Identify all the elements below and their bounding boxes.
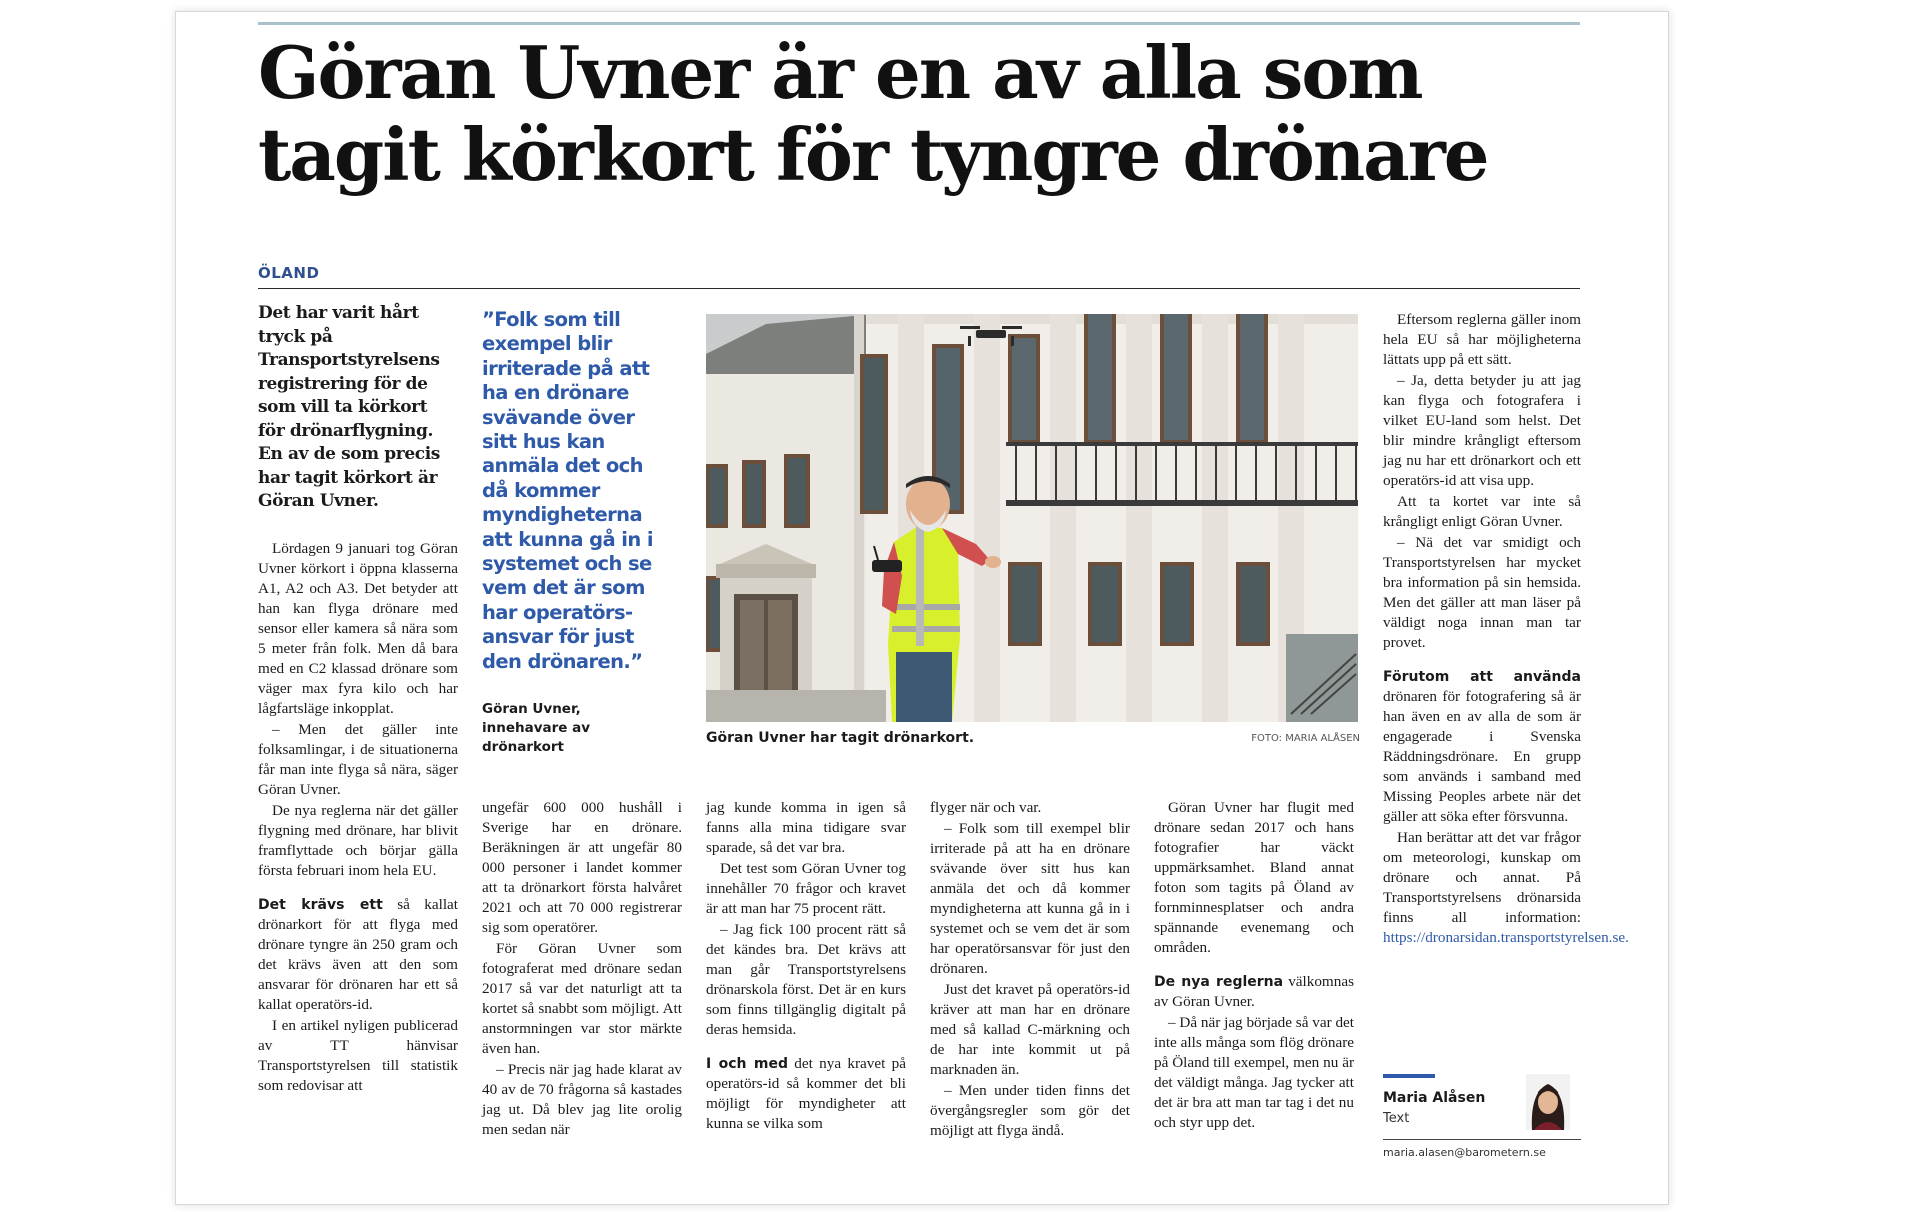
photo-illustration — [706, 314, 1358, 722]
col6-paragraph: – Nä det var smidigt och Transportstyrelsen har mycket bra information på sin hemsida. Men det gäller att man läser på väldigt noga innan man tar provet. — [1383, 534, 1581, 651]
body-column-6 — [1383, 310, 1629, 949]
byline-rule — [1383, 1139, 1581, 1140]
col5-lead: De nya reglerna — [1154, 974, 1284, 990]
section-label: ÖLAND — [258, 264, 320, 282]
col1-paragraph: I en artikel nyligen publicerad av TT hänvisar Transportstyrelsen till statistik som redovisar att — [258, 1017, 458, 1094]
byline-name: Maria Alåsen — [1383, 1090, 1486, 1106]
col1-paragraph-lead — [258, 895, 458, 1015]
col4-paragraph: flyger när och var. — [930, 799, 1042, 816]
col3-paragraph: jag kunde komma in igen så fanns alla mina tidigare svar sparade, så det var bra. — [706, 799, 906, 856]
ingress: Det har varit hårt tryck på Transportstyrelsens registrering för de som vill ta körkort för drönarflygning. En av de som precis har tagit körkort är Göran Uvner. — [258, 303, 440, 511]
col1-lead-rest: så kallat drönarkort för att flyga med drönare tyngre än 250 gram och det krävs även att den som ansvarar för drönaren har ett så kallat operatörs-id. — [258, 896, 459, 1013]
col5-paragraph-lead — [1154, 972, 1354, 1012]
col3-paragraph-lead — [706, 1054, 906, 1134]
author-portrait — [1526, 1074, 1570, 1130]
pull-quote-attribution — [482, 700, 664, 757]
col6-paragraph: Att ta kortet var inte så krångligt enligt Göran Uvner. — [1383, 493, 1581, 530]
transportstyrelsen-link[interactable]: https://dronarsidan.transportstyrelsen.se. — [1383, 929, 1629, 946]
body-column-2 — [482, 798, 682, 1141]
col2-paragraph: – Precis när jag hade klarat av 40 av de 70 frågorna så kastades jag ut. Då blev jag lite orolig men sedan när — [482, 1061, 682, 1138]
col1-paragraph: Lördagen 9 januari tog Göran Uvner körkort i öppna klasserna A1, A2 och A3. Det betyder att han kan flyga drönare med sensor eller kamera så nära som 5 meter från folk. Men då bara med en C2 klassad drönare som väger max fyra kilo och har lågfartsläge inkopplat. — [258, 540, 458, 717]
col3-paragraph: – Jag fick 100 procent rätt så det kändes bra. Det krävs att man går Transportstyrelsens drönarskola först. Det är en kurs som finns tillgänglig digitalt på deras hemsida. — [706, 921, 906, 1038]
col1-paragraph: De nya reglerna när det gäller flygning med drönare, har blivit framflyttade och börjar gälla första februari inom hela EU. — [258, 802, 458, 879]
photo-caption: Göran Uvner har tagit drönarkort. — [706, 730, 975, 746]
section-rule — [258, 288, 1580, 289]
top-rule — [258, 22, 1580, 25]
col1-paragraph: – Men det gäller inte folksamlingar, i de situationerna får man inte flyga så nära, säger Göran Uvner. — [258, 721, 458, 798]
col6-lead-rest: drönaren för fotografering så är han även en av alla de som är engagerade i Svenska Räddningsdrönare. En grupp som används i samband med Missing Peoples arbete när det gäller att söka efter försvunna. — [1383, 688, 1581, 825]
col6-text: Han berättar att det var frågor om meteorologi, kunskap om drönare och annat. På Transportstyrelsens drönarsida finns all information: — [1383, 829, 1581, 926]
pull-quote-role: innehavare av drönarkort — [482, 720, 591, 755]
col5-paragraph: Göran Uvner har flugit med drönare sedan 2017 och hans fotografier har väckt uppmärksamhet. Bland annat foton som tagits på Öland av fornminnesplatser och andra spännande evenemang och områden. — [1154, 799, 1354, 956]
byline-email[interactable]: maria.alasen@barometern.se — [1383, 1146, 1546, 1159]
col4-paragraph: – Folk som till exempel blir irriterade på att ha en drönare svävande över sitt hus kan anmäla det och då kommer myndigheterna att kunna gå in i systemet och se vem det är som har operatörsansvar för just den drönaren. — [930, 820, 1130, 977]
newspaper-page — [176, 12, 1668, 1204]
body-column-4 — [930, 798, 1130, 1142]
pull-quote: ”Folk som till exempel blir irriterade på att ha en drönare svävande över sitt hus kan anmäla det och då kommer myndigheterna att kunna gå in i systemet och se vem det är som har operatörs-ansvar för just den drönaren.” — [482, 308, 653, 673]
byline-role: Text — [1383, 1111, 1410, 1126]
col3-lead-rest: det nya kravet på operatörs-id så kommer det bli möjligt för myndigheter att kunna se vilka som — [706, 1055, 906, 1132]
article-photo — [706, 314, 1358, 722]
body-column-5 — [1154, 798, 1354, 1134]
col3-lead: I och med — [706, 1056, 788, 1072]
byline-accent-bar — [1383, 1074, 1435, 1078]
col2-paragraph: ungefär 600 000 hushåll i Sverige har en drönare. Beräkningen är att ungefär 80 000 personer i landet kommer att ta drönarkort första halvåret 2021 och att 70 000 registrerar sig som operatörer. — [482, 799, 682, 936]
col2-paragraph: För Göran Uvner som fotograferat med drönare sedan 2017 så var det naturligt att ta kortet så snabbt som möjligt. Att anstormningen var stor märkte även han. — [482, 940, 682, 1057]
photo-credit: FOTO: MARIA ALÅSEN — [1251, 733, 1360, 744]
col6-lead: Förutom att använda — [1383, 669, 1581, 685]
col3-paragraph: Det test som Göran Uvner tog innehåller 70 frågor och kravet är att man har 75 procent rätt. — [706, 860, 906, 917]
col6-paragraph-link — [1383, 828, 1629, 948]
col6-paragraph: Eftersom reglerna gäller inom hela EU så har möjligheterna lättats upp på ett sätt. — [1383, 311, 1581, 368]
pull-quote-name: Göran Uvner, — [482, 701, 581, 717]
headline-line-2: tagit körkort för tyngre drönare — [258, 112, 1488, 197]
col5-paragraph: – Då när jag började så var det inte alls många som flög drönare på Öland till exempel, men nu är det väldigt många. Jag tycker att det är bra att man tar tag i det nu och styr upp det. — [1154, 1014, 1354, 1131]
body-column-1 — [258, 539, 458, 1097]
body-column-3 — [706, 798, 906, 1135]
col4-paragraph: – Men under tiden finns det övergångsregler som gör det möjligt att flyga ändå. — [930, 1082, 1130, 1139]
col5-lead-rest: välkomnas av Göran Uvner. — [1154, 973, 1354, 1010]
avatar — [1526, 1074, 1570, 1130]
col4-paragraph: Just det kravet på operatörs-id kräver att man har en drönare med så kallad C-märkning och de har inte kommit ut på marknaden än. — [930, 981, 1130, 1078]
headline-line-1: Göran Uvner är en av alla som — [258, 30, 1422, 115]
col6-paragraph-lead — [1383, 667, 1581, 827]
col1-lead: Det krävs ett — [258, 897, 383, 913]
col6-paragraph: – Ja, detta betyder ju att jag kan flyga och fotografera i vilket EU-land som helst. Det blir mindre krångligt eftersom jag nu har ett drönarkort och ett operatörs-id att visa upp. — [1383, 372, 1581, 489]
headline — [258, 32, 1558, 196]
